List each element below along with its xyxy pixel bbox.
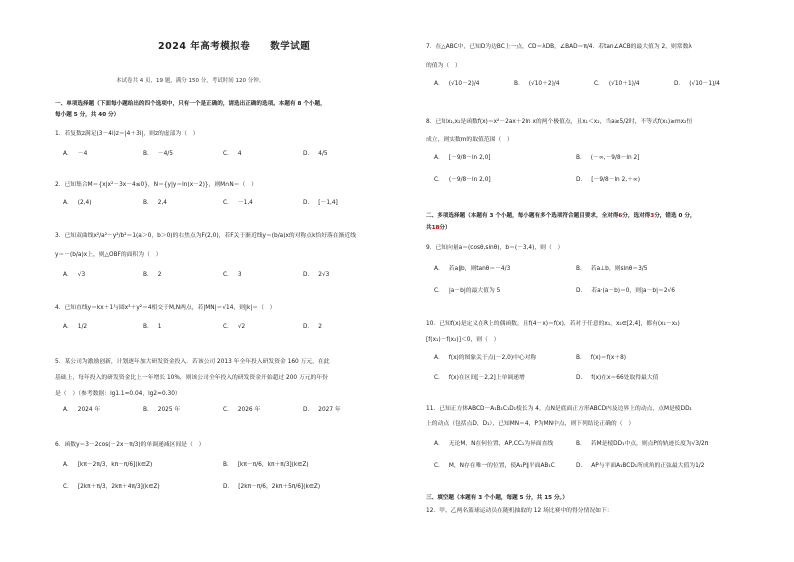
option-value: 1 <box>157 324 162 330</box>
question-3-stem: 3．已知双曲线x²/a²－y²/b²＝1(a＞0，b＞0)的右焦点为F(2,0)，若F关于渐近线y＝(b/a)x的对称点k恰好落在渐近线 <box>55 233 357 239</box>
option-label: B． <box>143 407 153 413</box>
option-value: [2kπ＋π/3，2kπ＋4π/3](k∈Z) <box>77 484 160 490</box>
option-label: D． <box>303 324 314 330</box>
q5-option-a[interactable] <box>63 406 100 414</box>
page-title: 2024 年高考模拟卷 数学试题 <box>158 41 311 52</box>
option-label: A． <box>63 272 73 278</box>
q4-option-d[interactable] <box>303 323 322 331</box>
option-label: D． <box>576 463 587 469</box>
q10-option-a[interactable] <box>434 354 536 362</box>
option-value: 若a∥b，则tanθ＝－4/3 <box>448 266 511 272</box>
full-score-points: 6 <box>618 213 623 219</box>
option-value: f(x)＝f(x＋8) <box>590 355 627 361</box>
option-value: 2025 年 <box>157 407 181 413</box>
total-points: 18 <box>431 225 440 231</box>
q1-option-b[interactable] <box>143 150 173 158</box>
option-label: B． <box>223 462 233 468</box>
question-5-stem-cont: 基础上，每年投入的研发资金比上一年增长 10%，则该公司全年投入的研发资金开始超过 200 万元的年份 <box>55 375 328 381</box>
question-11-stem: 11．已知正方体ABCD－A₁B₁C₁D₁棱长为 4，点N是底面正方形ABCD内及边界上的动点，点M是棱DD₁ <box>426 406 692 412</box>
option-value: f(x)在x＝66处取得最大值 <box>591 375 659 381</box>
partial-score-points: 3 <box>650 213 655 219</box>
q10-option-b[interactable] <box>576 354 626 362</box>
option-value: (2,4) <box>77 200 92 206</box>
option-label: A． <box>434 266 444 272</box>
q1-option-d[interactable] <box>303 150 328 158</box>
q6-option-d[interactable] <box>223 483 320 491</box>
section-1-heading-cont: 每小题 5 分，共 40 分） <box>55 112 120 118</box>
option-value: 若a⊥b，则sinθ＝3/5 <box>590 266 648 272</box>
q11-option-d[interactable] <box>576 462 704 470</box>
option-label: A． <box>434 155 444 161</box>
q4-option-c[interactable] <box>223 323 245 331</box>
option-value: 2026 年 <box>237 407 261 413</box>
option-value: 2027 年 <box>318 407 341 413</box>
q8-option-d[interactable] <box>576 176 640 184</box>
section-1-heading: 一、单项选择题（下面每小题给出的四个选项中，只有一个是正确的，请选出正确的选项。本题有 8 个小题， <box>55 101 326 107</box>
option-label: C． <box>223 407 233 413</box>
q7-option-c[interactable] <box>594 80 640 88</box>
option-label: C． <box>434 288 444 294</box>
option-value: (√10－1)/4 <box>689 81 720 87</box>
q11-option-a[interactable] <box>434 440 553 448</box>
q11-option-b[interactable] <box>576 440 708 448</box>
option-value: [2kπ－π/6，2kπ＋5π/6](k∈Z) <box>238 484 321 490</box>
q2-option-b[interactable] <box>143 199 167 207</box>
option-label: A． <box>434 81 444 87</box>
q8-option-b[interactable] <box>576 154 640 162</box>
option-value: －4/5 <box>157 151 173 157</box>
option-label: B． <box>143 272 153 278</box>
section-2-heading-part: 分，选对得 <box>622 213 651 219</box>
option-value: √3 <box>77 272 86 278</box>
exam-info: 本试卷共 4 页，19 题，满分 150 分，考试时间 120 分钟。 <box>116 78 265 84</box>
question-10-stem: 10．已知f(x)是定义在R上的偶函数，且f(4－x)＝f(x)，若对于任意的x₁，x₂∈[2,4]，都有(x₁－x₂) <box>426 321 680 327</box>
q1-option-c[interactable] <box>223 150 242 158</box>
q1-option-a[interactable] <box>63 150 87 158</box>
option-label: A． <box>63 407 73 413</box>
option-value: 3 <box>237 272 242 278</box>
option-value: [－9/8－ln 2,＋∞) <box>591 177 640 183</box>
option-label: B． <box>514 81 524 87</box>
option-value: 4 <box>237 151 242 157</box>
q4-option-a[interactable] <box>63 323 87 331</box>
q8-option-c[interactable] <box>434 176 491 184</box>
option-value: －4 <box>77 151 88 157</box>
question-8-stem-cont: 成立，则实数m的取值范围（ ） <box>426 137 513 143</box>
option-label: B． <box>143 151 153 157</box>
q11-option-c[interactable] <box>434 462 555 470</box>
q9-option-a[interactable] <box>434 265 510 273</box>
option-value: [kπ－π/6，kπ＋π/3](k∈Z) <box>237 462 309 468</box>
option-value: f(x)在区间[－2,2]上单调递增 <box>448 375 525 381</box>
option-label: C． <box>434 375 444 381</box>
question-5-stem-end: 是（ ）（参考数据：lg1.1≈0.04，lg2≈0.30） <box>55 391 181 397</box>
option-value: 4/5 <box>318 151 328 157</box>
section-2-heading-part: 二、多项选择题（本题有 3 个小题，每小题有多个选项符合题目要求，全对得 <box>426 213 619 219</box>
option-value: (√10＋2)/4 <box>528 81 560 87</box>
q6-option-b[interactable] <box>223 461 309 469</box>
option-value: (√10＋1)/4 <box>608 81 640 87</box>
question-2-stem: 2．已知集合M＝{x|x²－3x－4≤0}，N＝{y|y＝ln(x－2)}，则M∩N＝（ ） <box>55 182 257 188</box>
q3-option-a[interactable] <box>63 271 85 279</box>
option-label: D． <box>576 177 587 183</box>
option-value: －1,4 <box>237 200 253 206</box>
option-label: B． <box>576 266 586 272</box>
q6-option-c[interactable] <box>63 483 160 491</box>
q7-option-d[interactable] <box>674 80 720 88</box>
option-value: |a－b|的最大值为 5 <box>448 288 501 294</box>
option-label: D． <box>576 288 587 294</box>
q9-option-c[interactable] <box>434 287 500 295</box>
section-2-heading-part: 分） <box>439 225 451 231</box>
option-label: D． <box>303 200 314 206</box>
option-label: A． <box>63 200 73 206</box>
q4-option-b[interactable] <box>143 323 161 331</box>
option-label: A． <box>434 441 444 447</box>
section-3-heading: 三、填空题（本题有 3 个小题，每题 5 分，共 15 分。） <box>426 495 568 501</box>
option-label: C． <box>434 177 444 183</box>
option-label: D． <box>303 151 314 157</box>
section-2-heading-part: 共 <box>426 225 432 231</box>
q10-option-d[interactable] <box>576 374 658 382</box>
question-9-stem: 9．已知向量a＝(cosθ,sinθ)，b＝(－3,4)，则（ ） <box>426 245 564 251</box>
option-label: D． <box>303 407 314 413</box>
option-label: C． <box>434 463 444 469</box>
option-value: (√10－2)/4 <box>448 81 480 87</box>
question-10-stem-cont: [f(x₁)－f(x₂)]＜0，则（ ） <box>426 337 500 343</box>
question-5-stem: 5．某公司为激励创新，计划逐年加大研发资金投入．若该公司 2013 年全年投入研发资金 160 万元，在此 <box>55 359 330 365</box>
option-label: B． <box>143 200 153 206</box>
option-label: D． <box>303 272 314 278</box>
section-2-heading-part: 分，错选 0 分， <box>654 213 696 219</box>
question-3-stem-cont: y＝－(b/a)x上，则△OBF的面积为（ ） <box>55 252 162 258</box>
option-value: f(x)的图象关于点(－2,0)中心对称 <box>448 355 537 361</box>
option-label: C． <box>223 151 233 157</box>
option-value: 2,4 <box>157 200 168 206</box>
q3-option-b[interactable] <box>143 271 161 279</box>
q2-option-d[interactable] <box>303 199 338 207</box>
option-value: 2√3 <box>318 272 330 278</box>
question-4-stem: 4．已知直线y＝kx＋1与圆x²＋y²＝4相交于M,N两点，若|MN|＝√14，则|k|＝（ ） <box>55 305 276 311</box>
q3-option-d[interactable] <box>303 271 329 279</box>
option-value: 1/2 <box>77 324 88 330</box>
q9-option-d[interactable] <box>576 287 675 295</box>
q5-option-b[interactable] <box>143 406 180 414</box>
option-label: B． <box>576 155 586 161</box>
q7-option-b[interactable] <box>514 80 560 88</box>
option-value: 2 <box>318 324 322 330</box>
section-2-heading-cont <box>426 224 451 232</box>
option-value: 若a·(a－b)＝0，则|a－b|＝2√6 <box>591 288 675 294</box>
question-12-stem: 12．甲、乙两名篮球运动员在随机抽取的 12 场比赛中的得分情况如下： <box>426 508 613 514</box>
option-label: D． <box>674 81 685 87</box>
q6-option-a[interactable] <box>63 461 152 469</box>
option-value: M，N存在唯一的位置，使A₁P∥平面AB₁C <box>448 463 555 469</box>
q10-option-c[interactable] <box>434 374 525 382</box>
option-label: B． <box>576 441 586 447</box>
q8-option-a[interactable] <box>434 154 491 162</box>
option-label: B． <box>576 355 586 361</box>
option-value: (－9/8－ln 2,0] <box>448 177 491 183</box>
option-value: [－1,4] <box>318 200 338 206</box>
q9-option-b[interactable] <box>576 265 647 273</box>
option-label: A． <box>434 355 444 361</box>
q5-option-d[interactable] <box>303 406 341 414</box>
question-7-stem: 7．在△ABC中，已知D为边BC上一点，CD＝λDB，∠BAD＝π/4．若tan∠ACB的最大值为 2，则常数λ <box>426 44 692 50</box>
option-value: 无论M，N在何位置，AP,CC₁为异面直线 <box>448 441 554 447</box>
option-label: C． <box>594 81 604 87</box>
option-value: [kπ－2π/3，kπ－π/6](k∈Z) <box>77 462 153 468</box>
q7-option-a[interactable] <box>434 80 480 88</box>
option-value: √2 <box>237 324 246 330</box>
question-11-stem-cont: 上的动点（包括点D，D₁），已知MN＝4，P为MN中点，则下列结论正确的（ ） <box>426 421 635 427</box>
q5-option-c[interactable] <box>223 406 260 414</box>
option-label: C． <box>223 272 233 278</box>
q2-option-a[interactable] <box>63 199 92 207</box>
option-value: 若M是棱DD₁中点，则点P的轨迹长度为√3/2π <box>590 441 709 447</box>
option-label: A． <box>63 324 73 330</box>
option-label: B． <box>143 324 153 330</box>
option-label: A． <box>63 462 73 468</box>
question-6-stem: 6．函数y＝3－2cos(－2x－π/3)的单调递减区间是（ ） <box>55 442 205 448</box>
question-1-stem: 1．若复数z满足(3－4i)z＝|4＋3i|，则z的虚部为（ ） <box>55 131 199 137</box>
option-value: AP与平面A₁BCD₁所成角的正弦最大值为1/2 <box>591 463 705 469</box>
q2-option-c[interactable] <box>223 199 253 207</box>
option-label: C． <box>223 200 233 206</box>
option-value: 2024 年 <box>77 407 101 413</box>
option-value: 2 <box>157 272 162 278</box>
option-label: D． <box>223 484 234 490</box>
option-label: D． <box>576 375 587 381</box>
option-value: [－9/8－ln 2,0] <box>448 155 491 161</box>
option-label: C． <box>63 484 73 490</box>
q3-option-c[interactable] <box>223 271 242 279</box>
option-label: A． <box>63 151 73 157</box>
option-label: C． <box>223 324 233 330</box>
option-value: (－∞,－9/8－ln 2] <box>590 155 640 161</box>
question-7-stem-cont: 的值为（ ） <box>426 63 461 69</box>
section-2-heading <box>426 212 696 220</box>
question-8-stem: 8．已知x₁,x₂是函数f(x)＝x²－2ax＋2ln x的两个极值点，且x₁＜x₂，当a≥5/2时，不等式f(x₁)≥mx₂恒 <box>426 119 693 125</box>
